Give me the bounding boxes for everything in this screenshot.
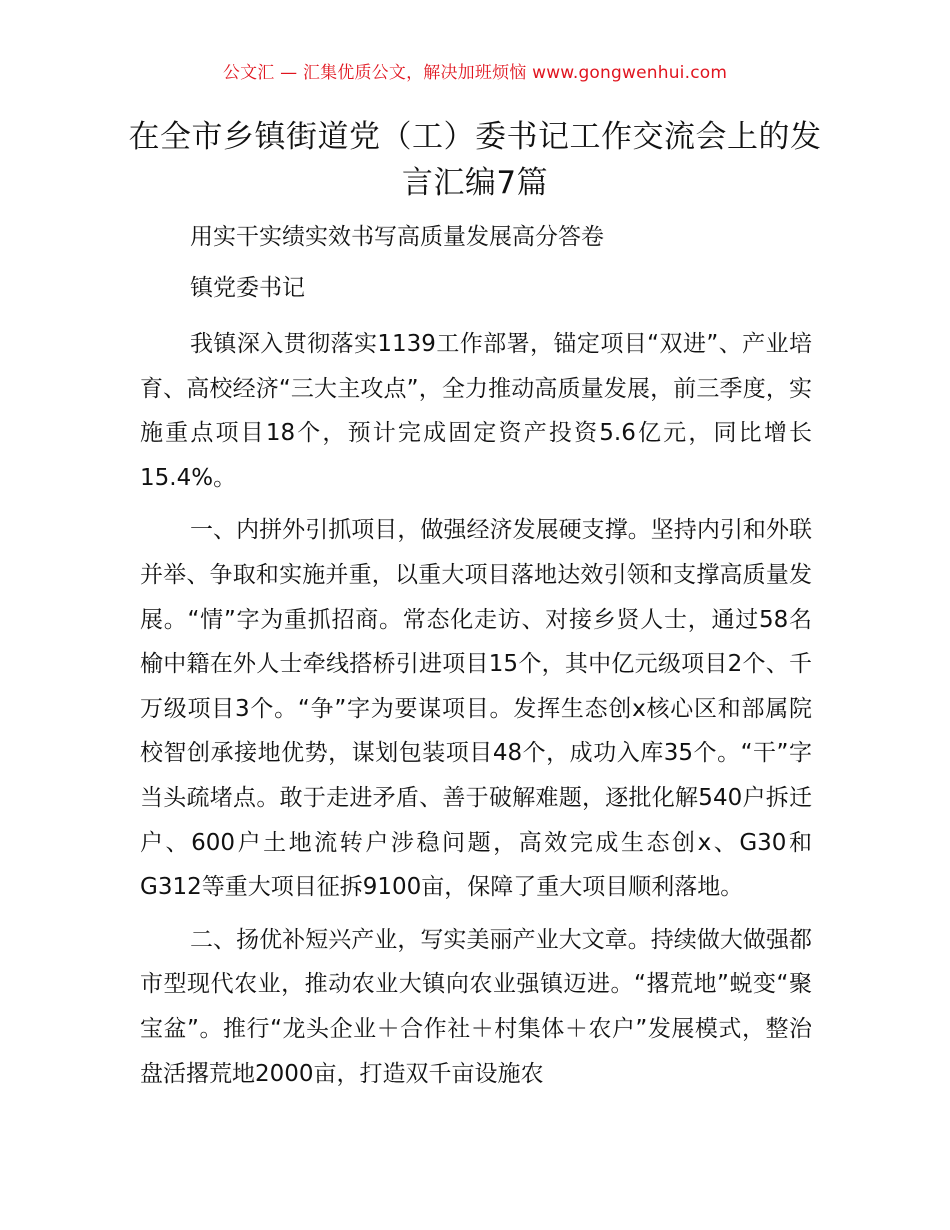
paragraph-intro: 我镇深入贯彻落实1139工作部署，锚定项目“双进”、产业培育、高校经济“三大主攻点”，全力推动高质量发展，前三季度，实施重点项目18个，预计完成固定资产投资5.6亿元，同比增长15.4%。 (140, 331, 812, 491)
site-banner: 公文汇 — 汇集优质公文，解决加班烦恼 www.gongwenhui.com (222, 63, 728, 83)
document-body (140, 322, 812, 1104)
document-title: 在全市乡镇街道党（工）委书记工作交流会上的发言汇编7篇 (128, 119, 822, 201)
paragraph-section-1: 一、内拼外引抓项目，做强经济发展硬支撑。坚持内引和外联并举、争取和实施并重，以重大项目落地达效引领和支撑高质量发展。“情”字为重抓招商。常态化走访、对接乡贤人士，通过58名榆中籍在外人士牵线搭桥引进项目15个，其中亿元级项目2个、千万级项目3个。“争”字为要谋项目。发挥生态创x核心区和部属院校智创承接地优势，谋划包装项目48个，成功入库35个。“干”字当头疏堵点。敢于走进矛盾、善于破解难题，逐批化解540户拆迁户、600户土地流转户涉稳问题，高效完成生态创x、G30和G312等重大项目征拆9100亩，保障了重大项目顺利落地。 (140, 517, 812, 901)
document-author: 镇党委书记 (190, 275, 305, 301)
document-subtitle: 用实干实绩实效书写高质量发展高分答卷 (190, 224, 604, 250)
paragraph-section-2: 二、扬优补短兴产业，写实美丽产业大文章。持续做大做强都市型现代农业，推动农业大镇向农业强镇迈进。“撂荒地”蜕变“聚宝盆”。推行“龙头企业＋合作社＋村集体＋农户”发展模式，整治盘活撂荒地2000亩，打造双千亩设施农 (140, 926, 812, 1087)
